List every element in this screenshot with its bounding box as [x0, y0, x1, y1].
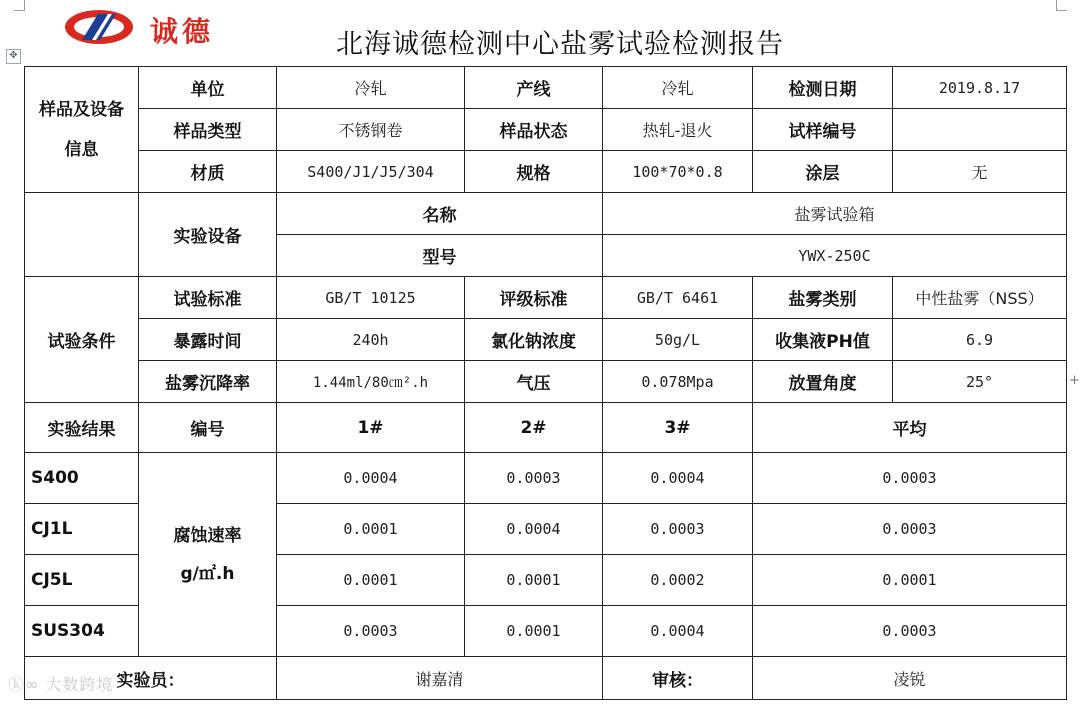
results-header-2: 2# — [465, 403, 603, 453]
material-name: CJ5L — [25, 555, 139, 606]
company-logo — [62, 6, 222, 48]
material-name: S400 — [25, 453, 139, 504]
result-value: 0.0003 — [277, 606, 465, 657]
value-pressure: 0.078Mpa — [603, 361, 753, 403]
label-pressure: 气压 — [465, 361, 603, 403]
value-sample-state: 热轧-退火 — [603, 109, 753, 151]
report-table — [24, 66, 1067, 700]
value-equipment-model: YWX-250C — [603, 235, 1067, 277]
value-salt-spray-type: 中性盐雾（NSS） — [893, 277, 1067, 319]
material-name: CJ1L — [25, 504, 139, 555]
value-ph-value: 6.9 — [893, 319, 1067, 361]
material-name: SUS304 — [25, 606, 139, 657]
label-line: 产线 — [465, 67, 603, 109]
conditions-row-3 — [25, 361, 1067, 403]
result-value: 0.0001 — [277, 504, 465, 555]
value-nacl-concentration: 50g/L — [603, 319, 753, 361]
label-exposure-time: 暴露时间 — [139, 319, 277, 361]
label-test-standard: 试验标准 — [139, 277, 277, 319]
label-equipment-model: 型号 — [277, 235, 603, 277]
conditions-row-1 — [25, 277, 1067, 319]
label-ph-value: 收集液PH值 — [753, 319, 893, 361]
table-add-row-icon[interactable]: + — [1069, 373, 1080, 388]
results-header-average: 平均 — [753, 403, 1067, 453]
results-header-row — [25, 403, 1067, 453]
label-reviewer: 审核： — [603, 657, 753, 700]
label-equipment: 实验设备 — [139, 193, 277, 277]
watermark — [8, 672, 113, 695]
value-line: 冷轧 — [603, 67, 753, 109]
label-sample-state: 样品状态 — [465, 109, 603, 151]
label-material: 材质 — [139, 151, 277, 193]
label-spec: 规格 — [465, 151, 603, 193]
section-label-conditions: 试验条件 — [25, 277, 139, 403]
value-exposure-time: 240h — [277, 319, 465, 361]
label-rating-standard: 评级标准 — [465, 277, 603, 319]
table-move-handle-icon[interactable]: ✥ — [6, 49, 21, 64]
value-reviewer: 凌锐 — [753, 657, 1067, 700]
info-row-1 — [25, 67, 1067, 109]
corrosion-rate-title: 腐蚀速率 — [173, 525, 242, 546]
result-average: 0.0001 — [753, 555, 1067, 606]
conditions-row-2 — [25, 319, 1067, 361]
equipment-row-name — [25, 193, 1067, 235]
value-rating-standard: GB/T 6461 — [603, 277, 753, 319]
watermark-logo-icon: ⓚ∞ — [8, 675, 40, 694]
label-angle: 放置角度 — [753, 361, 893, 403]
label-sample-type: 样品类型 — [139, 109, 277, 151]
label-nacl-concentration: 氯化钠浓度 — [465, 319, 603, 361]
label-tester: 实验员： — [25, 657, 277, 700]
corrosion-rate-label — [139, 453, 277, 657]
label-unit: 单位 — [139, 67, 277, 109]
value-settling-rate: 1.44ml/80㎝².h — [277, 361, 465, 403]
result-value: 0.0001 — [277, 555, 465, 606]
page-corner-mark-right — [1056, 0, 1067, 11]
value-test-date: 2019.8.17 — [893, 67, 1067, 109]
value-coating: 无 — [893, 151, 1067, 193]
value-test-standard: GB/T 10125 — [277, 277, 465, 319]
value-equipment-name: 盐雾试验箱 — [603, 193, 1067, 235]
results-header-1: 1# — [277, 403, 465, 453]
section-label-results: 实验结果 — [25, 403, 139, 453]
result-value: 0.0001 — [465, 606, 603, 657]
value-unit: 冷轧 — [277, 67, 465, 109]
result-value: 0.0003 — [465, 453, 603, 504]
results-header-3: 3# — [603, 403, 753, 453]
result-average: 0.0003 — [753, 453, 1067, 504]
result-value: 0.0004 — [603, 606, 753, 657]
result-average: 0.0003 — [753, 504, 1067, 555]
page-corner-mark-left — [14, 0, 25, 11]
value-sample-type: 不锈钢卷 — [277, 109, 465, 151]
value-material: S400/J1/J5/304 — [277, 151, 465, 193]
corrosion-rate-unit: g/㎡.h — [180, 563, 235, 584]
label-settling-rate: 盐雾沉降率 — [139, 361, 277, 403]
label-equipment-name: 名称 — [277, 193, 603, 235]
logo-brand-text: 诚德 — [150, 15, 215, 48]
value-angle: 25° — [893, 361, 1067, 403]
result-value: 0.0003 — [603, 504, 753, 555]
results-header-id: 编号 — [139, 403, 277, 453]
result-average: 0.0003 — [753, 606, 1067, 657]
result-value: 0.0002 — [603, 555, 753, 606]
result-value: 0.0001 — [465, 555, 603, 606]
result-value: 0.0004 — [277, 453, 465, 504]
section-label-sample-info: 样品及设备信息 — [25, 67, 139, 193]
info-row-3 — [25, 151, 1067, 193]
label-specimen-no: 试样编号 — [753, 109, 893, 151]
result-value: 0.0004 — [603, 453, 753, 504]
value-tester: 谢嘉清 — [277, 657, 603, 700]
watermark-text: 大数跨境 — [45, 675, 114, 694]
table-row — [25, 453, 1067, 504]
value-spec: 100*70*0.8 — [603, 151, 753, 193]
label-coating: 涂层 — [753, 151, 893, 193]
value-specimen-no — [893, 109, 1067, 151]
signature-row — [25, 657, 1067, 700]
result-value: 0.0004 — [465, 504, 603, 555]
info-row-2 — [25, 109, 1067, 151]
label-test-date: 检测日期 — [753, 67, 893, 109]
label-salt-spray-type: 盐雾类别 — [753, 277, 893, 319]
report-title: 北海诚德检测中心盐雾试验检测报告 — [336, 29, 784, 60]
